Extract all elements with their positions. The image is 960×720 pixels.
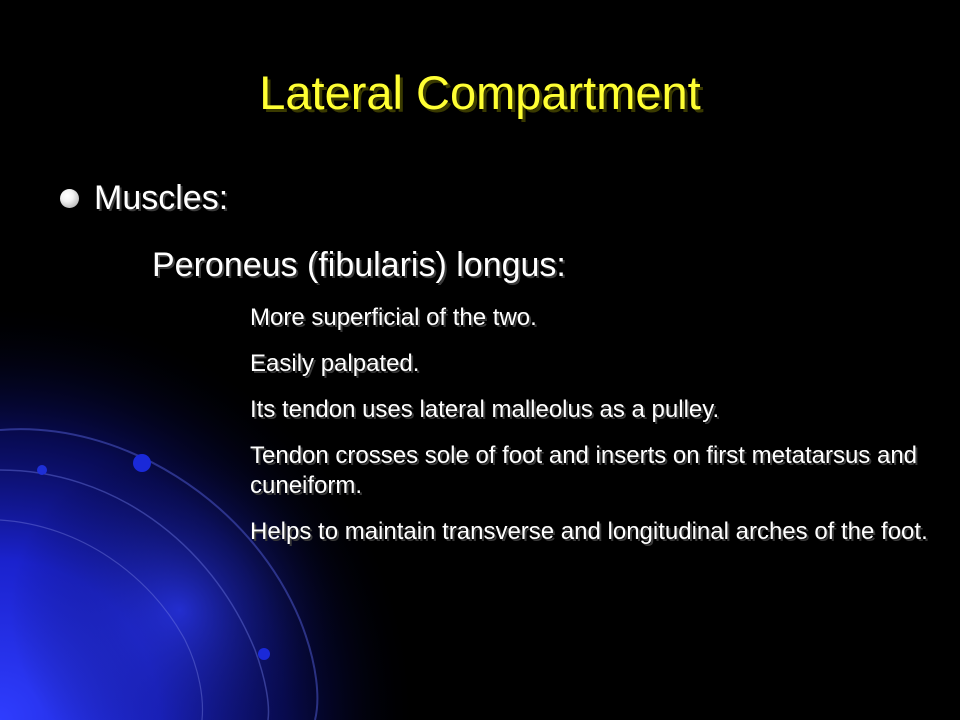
detail-item: Its tendon uses lateral malleolus as a pulley. <box>250 396 720 423</box>
detail-item: Easily palpated. <box>250 350 420 377</box>
subheading: Peroneus (fibularis) longus: <box>152 246 566 284</box>
detail-item: More superficial of the two. <box>250 304 537 331</box>
detail-item: Helps to maintain transverse and longitudinal arches of the foot. <box>250 518 928 545</box>
bullet-muscles <box>60 174 228 222</box>
decorative-dot <box>258 648 270 660</box>
decorative-dot <box>133 454 151 472</box>
slide-title: Lateral Compartment <box>259 66 701 119</box>
decorative-dot <box>37 465 47 475</box>
details-list <box>250 303 930 563</box>
bullet-dot-icon <box>60 189 79 208</box>
bullet-label: Muscles: <box>94 178 229 217</box>
detail-item: Tendon crosses sole of foot and inserts on first metatarsus and cuneiform. <box>250 442 918 499</box>
